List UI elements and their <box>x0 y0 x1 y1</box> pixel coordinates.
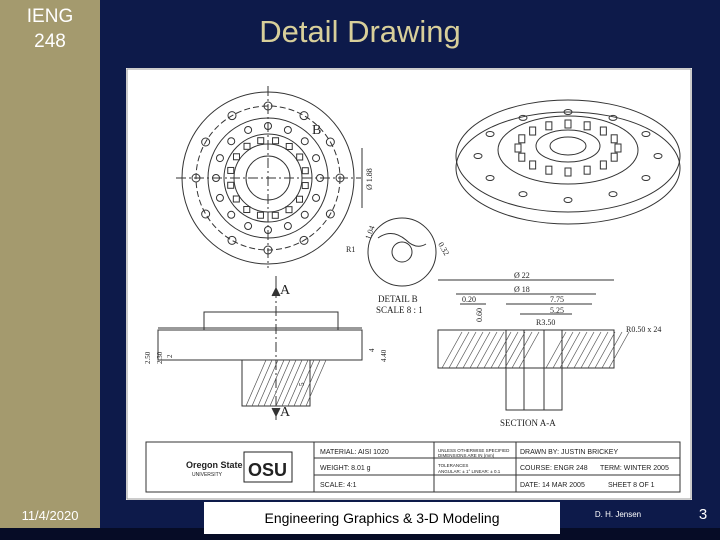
gear-tooth <box>272 212 278 218</box>
label-d5: 5 <box>298 382 306 386</box>
tb-sheet: SHEET 8 OF 1 <box>608 482 655 489</box>
gear-tooth <box>565 168 571 176</box>
osu-logo-text: Oregon State <box>186 460 243 470</box>
gear-tooth <box>228 167 234 173</box>
course-line-2: 248 <box>34 31 66 52</box>
label-r050: R0.50 x 24 <box>626 325 662 334</box>
gear-tooth <box>244 143 250 149</box>
gear-tooth <box>244 207 250 213</box>
bolt-hole <box>300 112 308 120</box>
bolt-hole <box>326 138 334 146</box>
gear-tooth <box>228 182 234 188</box>
hatch-line <box>264 360 284 406</box>
gear-tooth <box>519 135 525 143</box>
gear-tooth <box>297 154 303 160</box>
tb-course: COURSE: ENGR 248 <box>520 465 588 472</box>
tb-unless: UNLESS OTHERWISE SPECIFIED <box>438 448 510 453</box>
gear-tooth <box>530 127 536 135</box>
tb-scale: SCALE: 4:1 <box>320 482 357 489</box>
label-dia22: Ø 22 <box>514 271 530 280</box>
slide-title: Detail Drawing <box>259 14 461 49</box>
gear-tooth <box>302 183 308 189</box>
bolt-hole <box>313 194 320 201</box>
tb-weight: WEIGHT: 8.01 g <box>320 465 371 472</box>
bolt-hole <box>564 198 572 203</box>
label-a-bottom: A <box>280 405 291 420</box>
label-d525: 5.25 <box>550 306 564 315</box>
gear-tooth <box>258 138 264 144</box>
label-dia18: Ø 18 <box>514 285 530 294</box>
gear-tooth <box>257 212 263 218</box>
gear-tooth <box>273 138 279 144</box>
bolt-hole <box>486 132 494 137</box>
sidebar <box>0 0 100 540</box>
gear-tooth <box>233 196 239 202</box>
label-d020: 0.20 <box>462 295 476 304</box>
label-d775: 7.75 <box>550 295 564 304</box>
bolt-hole <box>216 155 223 162</box>
tb-tol2: ANGULAR: ± 1° LINEAR: ± 0.1 <box>438 469 501 474</box>
hatch-line <box>252 360 272 406</box>
bolt-hole <box>313 155 320 162</box>
label-scale-8-1: SCALE 8 : 1 <box>376 305 423 315</box>
label-b: B <box>312 123 322 138</box>
label-section-aa: SECTION A-A <box>500 418 556 428</box>
bolt-hole <box>654 154 662 159</box>
gear-tooth <box>611 135 617 143</box>
label-dia188: Ø 1.88 <box>365 168 374 190</box>
slide-number: 3 <box>698 506 708 523</box>
label-d440: 4.40 <box>380 349 388 362</box>
gear-tooth <box>546 122 552 130</box>
footer-date: 11/4/2020 <box>21 508 79 523</box>
course-code <box>0 4 100 54</box>
tb-material: MATERIAL: AISI 1020 <box>320 449 389 456</box>
gear-tooth <box>286 207 292 213</box>
bolt-hole <box>301 211 308 218</box>
drawing-svg <box>126 68 692 500</box>
hatch-line <box>270 360 290 406</box>
tb-date: DATE: 14 MAR 2005 <box>520 482 585 489</box>
osu-logo-sub: UNIVERSITY <box>192 472 223 478</box>
label-detail-b: DETAIL B <box>378 294 418 304</box>
label-d2: 2 <box>166 354 174 358</box>
hatch-line <box>258 360 278 406</box>
gear-tooth <box>530 161 536 169</box>
tb-dims: DIMENSIONS ARE IN (mm) <box>438 453 495 458</box>
bolt-hole <box>284 126 291 133</box>
gear-tooth <box>565 120 571 128</box>
hatch-line <box>276 360 296 406</box>
bolt-hole <box>474 154 482 159</box>
label-d104: 1.04 <box>363 224 377 241</box>
gear-tooth <box>546 166 552 174</box>
hatch-line <box>246 360 266 406</box>
label-d060: 0.60 <box>475 308 484 322</box>
label-d230: 2.30 <box>156 351 164 364</box>
detail-drawing-image <box>126 68 692 500</box>
label-r350: R3.50 <box>536 318 556 327</box>
bolt-hole <box>245 126 252 133</box>
hatch-line <box>306 360 326 406</box>
gear-tooth <box>584 166 590 174</box>
tb-term: TERM: WINTER 2005 <box>600 465 669 472</box>
gear-tooth <box>233 154 239 160</box>
gear-tooth <box>519 153 525 161</box>
gear-tooth <box>615 144 621 152</box>
gear-tooth <box>297 196 303 202</box>
bolt-hole <box>202 210 210 218</box>
bolt-hole <box>519 192 527 197</box>
bolt-hole <box>245 223 252 230</box>
gear-tooth <box>302 168 308 174</box>
footer-author: D. H. Jensen <box>594 510 642 519</box>
gear-tooth <box>611 153 617 161</box>
gear-tooth <box>286 143 292 149</box>
gear-tooth <box>600 161 606 169</box>
gear-tooth <box>584 122 590 130</box>
osu-logo: OSU <box>248 460 288 480</box>
bolt-hole <box>642 176 650 181</box>
bolt-hole <box>486 176 494 181</box>
label-d032: 0.32 <box>436 240 452 258</box>
bolt-hole <box>301 138 308 145</box>
bolt-hole <box>284 223 291 230</box>
gear-tooth <box>600 127 606 135</box>
bolt-hole <box>216 194 223 201</box>
label-r1: R1 <box>346 245 356 254</box>
bolt-hole <box>228 211 235 218</box>
gear-tooth <box>515 144 521 152</box>
course-line-1: IENG <box>26 6 74 27</box>
bolt-hole <box>609 192 617 197</box>
label-a-top: A <box>280 283 291 298</box>
label-d4: 4 <box>368 348 376 352</box>
tb-drawn-by: DRAWN BY: JUSTIN BRICKEY <box>520 449 619 456</box>
tb-tol: TOLERANCES <box>438 463 469 468</box>
label-d250: 2.50 <box>144 351 152 364</box>
footer-course-title: Engineering Graphics & 3-D Modeling <box>204 502 560 534</box>
bolt-hole <box>228 236 236 244</box>
bolt-hole <box>228 138 235 145</box>
bolt-hole <box>642 132 650 137</box>
